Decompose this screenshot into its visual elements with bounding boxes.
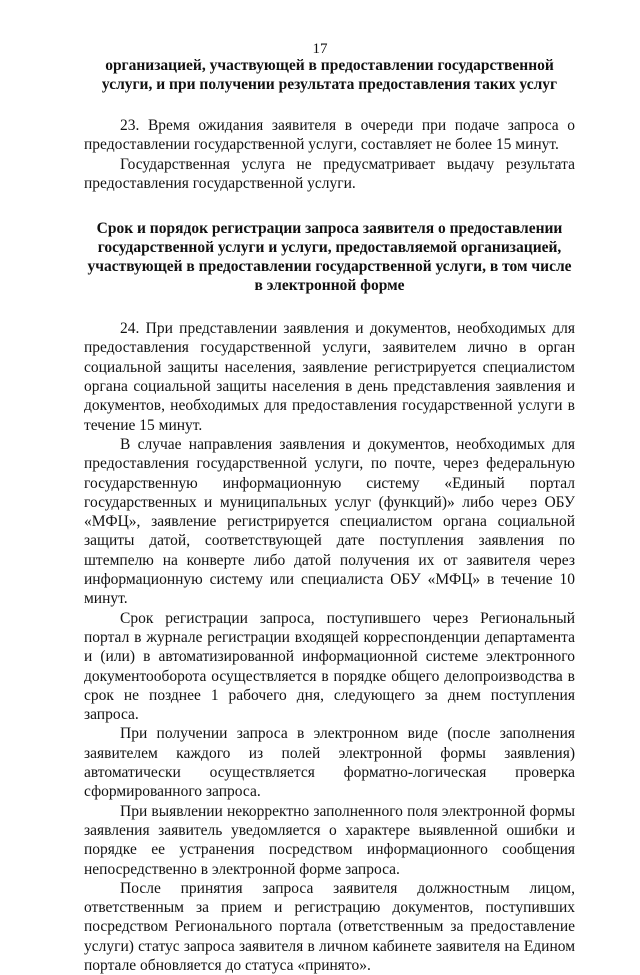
section-tail-heading: организацией, участвующей в предоставлении государственной услуги, и при получении результата предоставления таких услуг — [101, 57, 558, 93]
paragraph-24-4: При получении запроса в электронном виде (после заполнения заявителем каждого из полей электронной формы заявления) автоматически осуществляется форматно-логическая проверка сформированного запроса. — [84, 725, 575, 801]
page-content — [84, 56, 575, 975]
paragraph-24-6: После принятия запроса заявителя должностным лицом, ответственным за прием и регистрацию документов, поступивших посредством Регионального портала (ответственным за предоставление услуги) статус запроса заявителя в личном кабинете заявителя на Едином портале обновляется до статуса «принято». — [84, 879, 575, 974]
paragraph-24-1: 24. При представлении заявления и документов, необходимых для предоставления государственной услуги, заявителем лично в орган социальной защиты населения, заявление регистрируется специалистом органа социальной защиты населения в день представления заявления и документов, необходимых для предоставления государственной услуги в течение 15 минут. — [84, 320, 575, 434]
paragraph-24-5: При выявлении некорректно заполненного поля электронной формы заявления заявитель уведомляется о характере выявленной ошибки и порядке ее устранения посредством информационного сообщения непосредственно в электронной форме запроса. — [84, 802, 575, 878]
paragraph-23-2: Государственная услуга не предусматривает выдачу результата предоставления государственной услуги. — [84, 155, 575, 192]
paragraph-24-3: Срок регистрации запроса, поступившего через Региональный портал в журнале регистрации входящей корреспонденции департамента и (или) в автоматизированной информационной системе электронного документооборота осуществляется в порядке общего делопроизводства в срок не позднее 1 рабочего дня, следующего за днем поступления запроса. — [84, 609, 575, 724]
page-number: 17 — [312, 41, 328, 57]
paragraph-23-1: 23. Время ожидания заявителя в очереди при подаче запроса о предоставлении государственной услуги, составляет не более 15 минут. — [84, 117, 575, 154]
section-heading: Срок и порядок регистрации запроса заявителя о предоставлении государственной услуги и услуги, предоставляемой организацией, участвующей в предоставлении государственной услуги, в том числе в электронной форме — [87, 220, 572, 295]
paragraph-24-2: В случае направления заявления и документов, необходимых для предоставления государственной услуги, по почте, через федеральную государственную информационную систему «Единый портал государственных и муниципальных услуг (функций)» либо через ОБУ «МФЦ», заявление регистрируется специалистом органа социальной защиты датой, соответствующей дате поступления заявления по штемпелю на конверте либо датой получения их от заявителя через информационную систему или специалиста ОБУ «МФЦ» в течение 10 минут. — [84, 435, 575, 608]
